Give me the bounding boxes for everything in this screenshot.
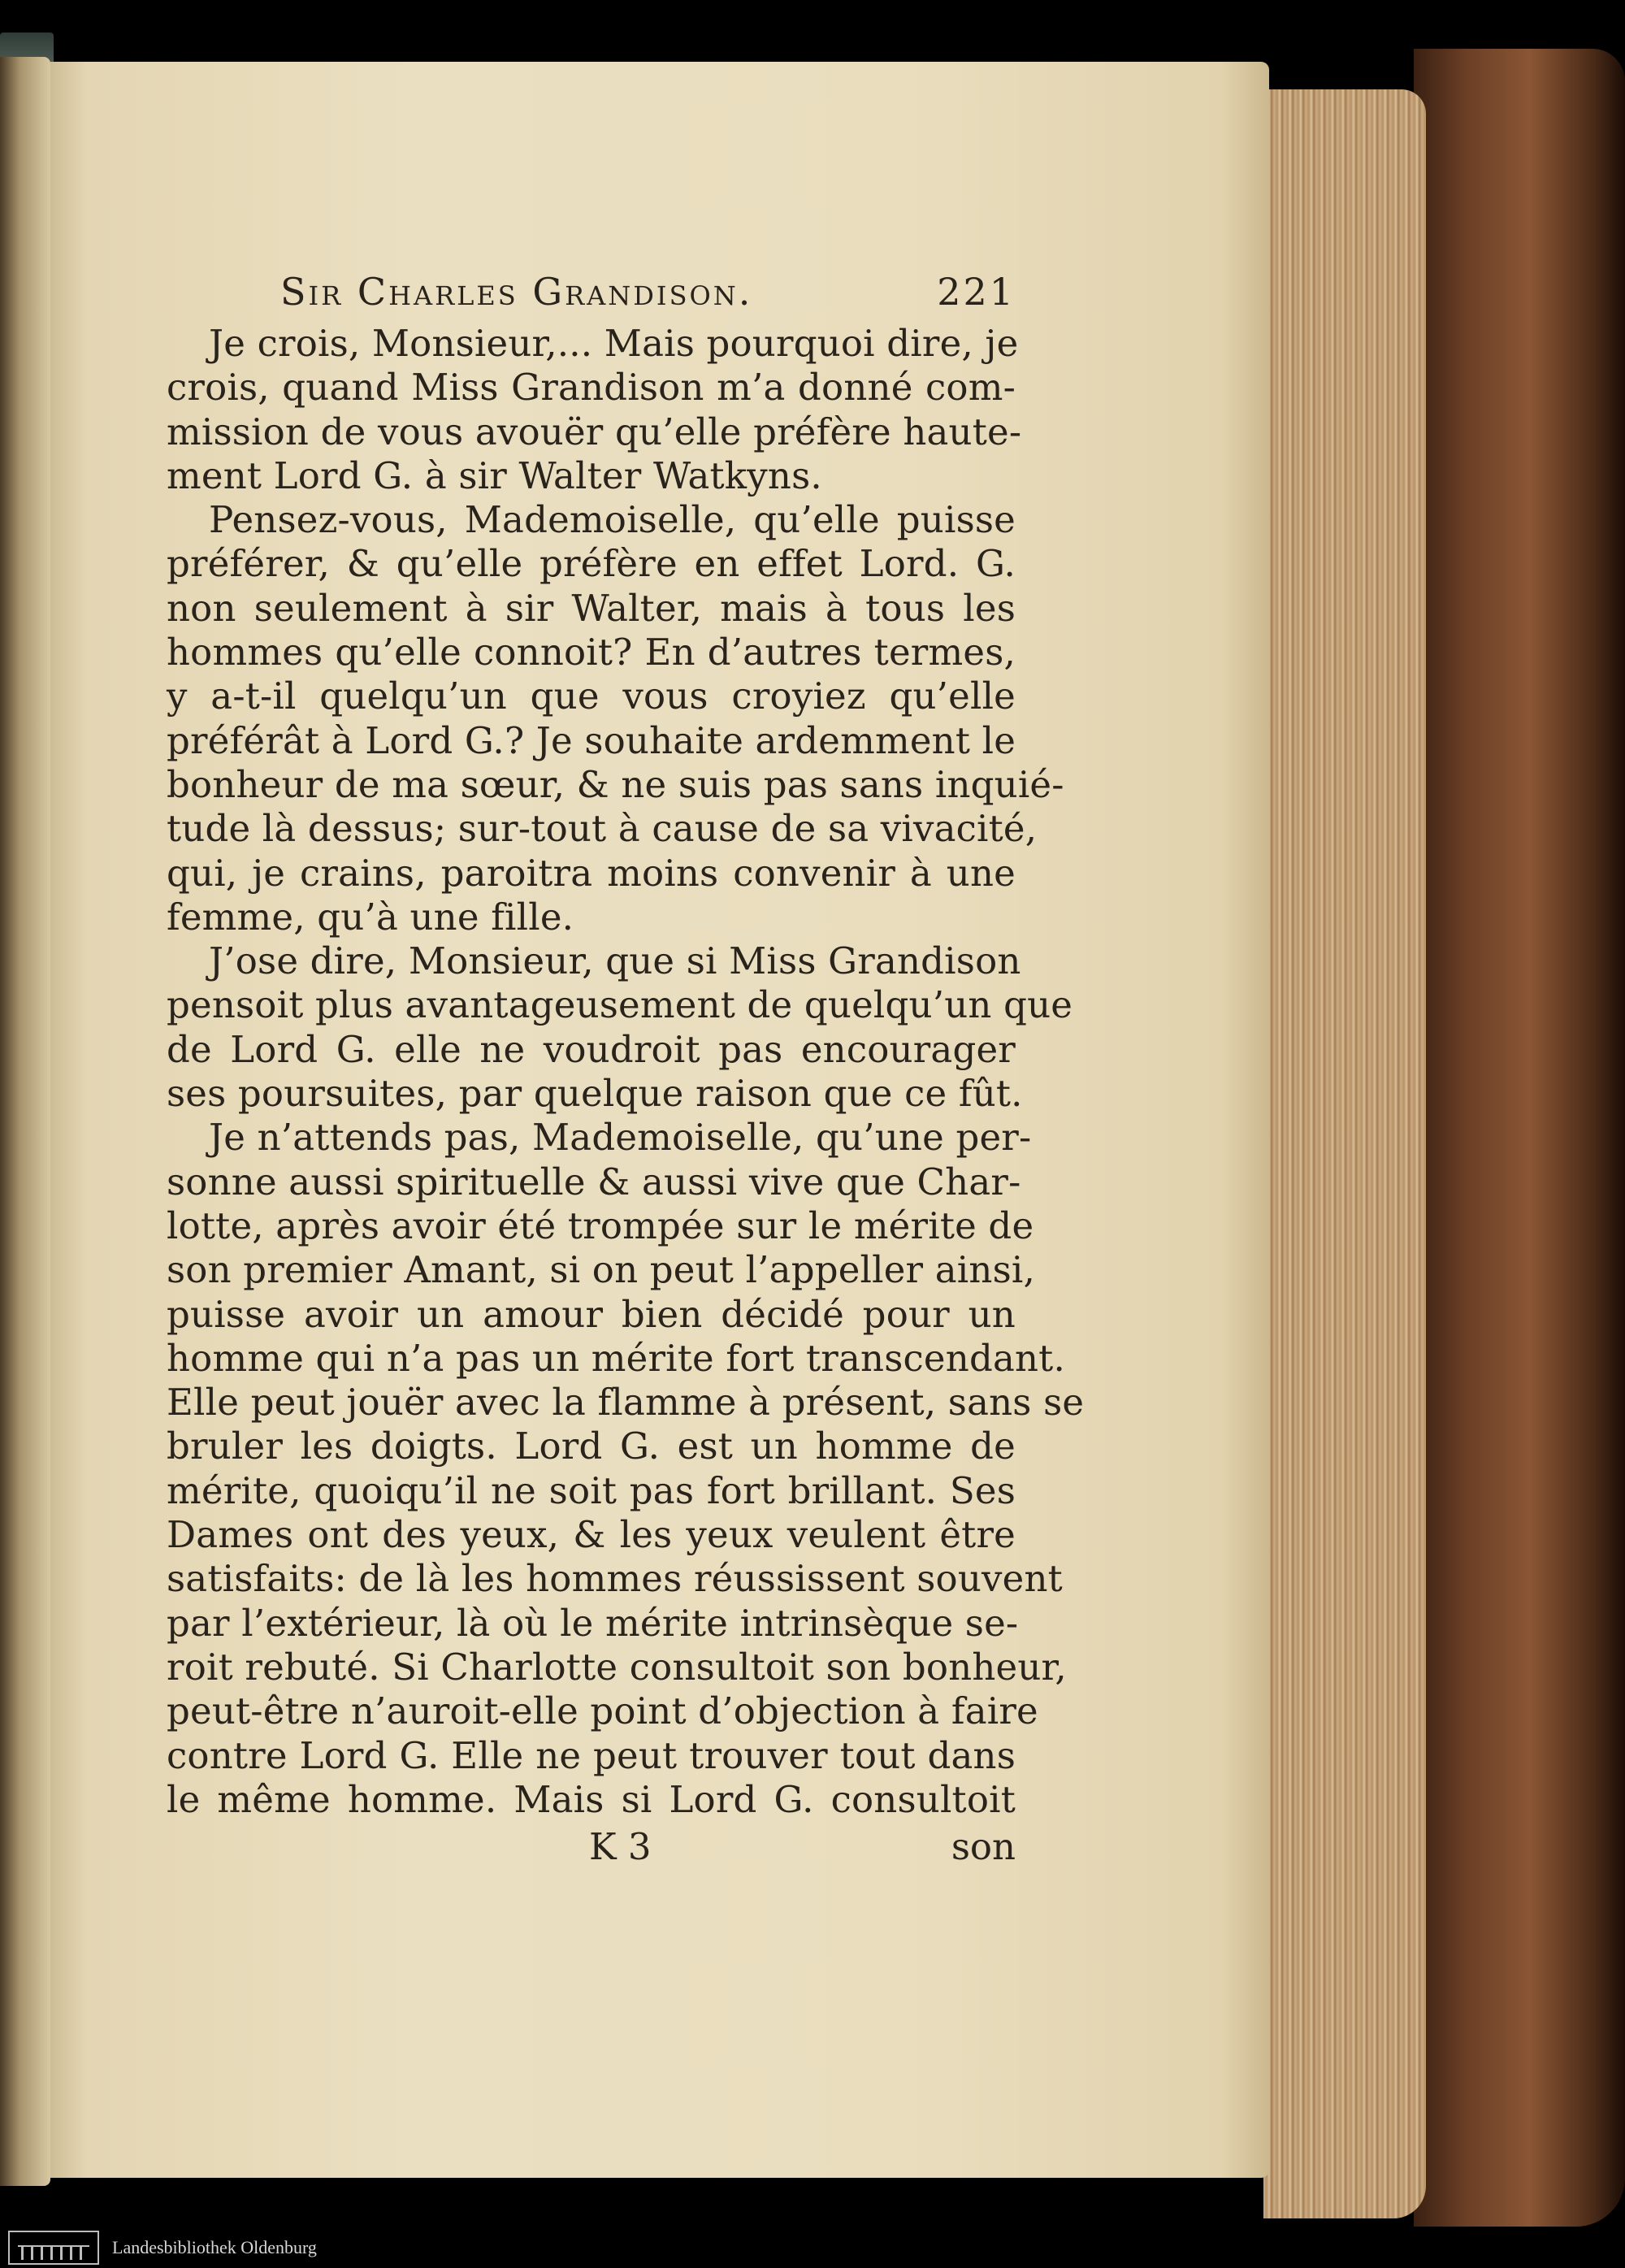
- text-line: roit rebuté. Si Charlotte consultoit son bonheur,: [167, 1645, 1067, 1689]
- text-line: de Lord G. elle ne voudroit pas encourager: [167, 1027, 1016, 1071]
- page-footer: [167, 1825, 1016, 1874]
- page-number: 221: [937, 270, 1016, 314]
- text-line: lotte, après avoir été trompée sur le mérite de: [167, 1203, 1034, 1247]
- text-line: bonheur de ma sœur, & ne suis pas sans inquié-: [167, 762, 1064, 806]
- library-name: Landesbibliothek Oldenburg: [112, 2236, 317, 2257]
- text-line: son premier Amant, si on peut l’appeller ainsi,: [167, 1248, 1035, 1292]
- text-line: homme qui n’a pas un mérite fort transcendant.: [167, 1336, 1065, 1380]
- text-line: peut-être n’auroit-elle point d’objection à faire: [167, 1689, 1038, 1733]
- text-line: Je n’attends pas, Mademoiselle, qu’une per-: [209, 1116, 1032, 1160]
- text-line: sonne aussi spirituelle & aussi vive que Char-: [167, 1160, 1021, 1203]
- text-line: par l’extérieur, là où le mérite intrinsèque se-: [167, 1601, 1019, 1645]
- text-line: ment Lord G. à sir Walter Watkyns.: [167, 453, 822, 497]
- library-building-icon: [8, 2231, 99, 2265]
- text-line: contre Lord G. Elle ne peut trouver tout dans: [167, 1733, 1016, 1777]
- running-header: [167, 270, 1016, 322]
- text-line: pensoit plus avantageusement de quelqu’un que: [167, 983, 1073, 1027]
- page-text: [167, 270, 1085, 1874]
- text-line: satisfaits: de là les hommes réussissent souvent: [167, 1557, 1063, 1601]
- text-line: hommes qu’elle connoit? En d’autres termes,: [167, 631, 1016, 674]
- text-line: mission de vous avouër qu’elle préfère haute-: [167, 410, 1022, 453]
- text-line: Elle peut jouër avec la flamme à présent, sans se: [167, 1381, 1085, 1425]
- text-line: y a-t-il quelqu’un que vous croyiez qu’elle: [167, 674, 1016, 718]
- facing-page-edge: [0, 57, 50, 2186]
- text-line: le même homme. Mais si Lord G. consultoit: [167, 1777, 1016, 1821]
- body-text: [167, 322, 1085, 1822]
- text-line: ses poursuites, par quelque raison que ce fût.: [167, 1072, 1023, 1116]
- library-footer-bar: [0, 2227, 1625, 2268]
- text-line: préférât à Lord G.? Je souhaite ardemment le: [167, 718, 1016, 762]
- text-line: puisse avoir un amour bien décidé pour un: [167, 1292, 1016, 1336]
- text-line: bruler les doigts. Lord G. est un homme de: [167, 1425, 1016, 1468]
- text-line: préférer, & qu’elle préfère en effet Lord. G.: [167, 542, 1016, 586]
- text-line: femme, qu’à une fille.: [167, 895, 574, 939]
- text-line: non seulement à sir Walter, mais à tous les: [167, 586, 1016, 630]
- text-line: tude là dessus; sur-tout à cause de sa vivacité,: [167, 807, 1038, 851]
- text-line: Dames ont des yeux, & les yeux veulent être: [167, 1513, 1016, 1557]
- text-line: Je crois, Monsieur,... Mais pourquoi dire, je: [209, 322, 1019, 365]
- text-line: crois, quand Miss Grandison m’a donné com-: [167, 366, 1016, 410]
- text-line: mérite, quoiqu’il ne soit pas fort brillant. Ses: [167, 1468, 1016, 1512]
- catchword: son: [951, 1825, 1016, 1869]
- running-head: Sir Charles Grandison.: [280, 270, 753, 314]
- page-edges: [1263, 89, 1426, 2218]
- text-line: J’ose dire, Monsieur, que si Miss Grandison: [209, 939, 1021, 983]
- text-line: qui, je crains, paroitra moins convenir à une: [167, 851, 1016, 895]
- book-cover: [1414, 49, 1625, 2227]
- signature-mark: K 3: [589, 1825, 652, 1869]
- text-line: Pensez-vous, Mademoiselle, qu’elle puisse: [209, 498, 1016, 542]
